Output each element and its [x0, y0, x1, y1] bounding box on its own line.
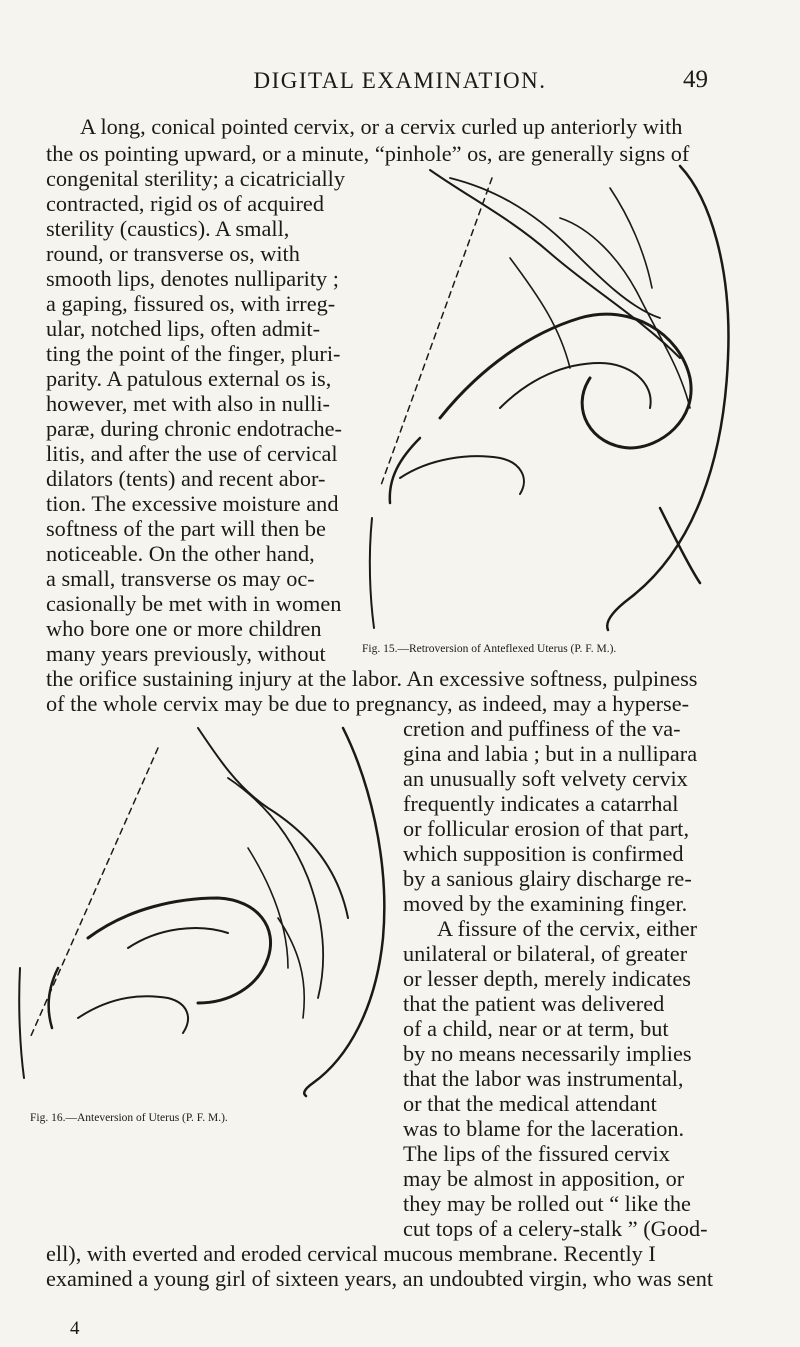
text-line: however, met with also in nulli-	[46, 391, 330, 416]
text-line: congenital sterility; a cicatricially	[46, 166, 346, 191]
text-line: gina and labia ; but in a nullipara	[403, 741, 698, 766]
text-line: ular, notched lips, often admit-	[46, 316, 321, 341]
text-line: or lesser depth, merely indicates	[403, 966, 691, 991]
text-line: softness of the part will then be	[46, 516, 326, 541]
text-line: an unusually soft velvety cervix	[403, 766, 688, 791]
text-line: The lips of the fissured cervix	[403, 1141, 670, 1166]
running-title: DIGITAL EXAMINATION.	[253, 68, 547, 93]
text-line: of the whole cervix may be due to pregnancy, as indeed, may a hyperse-	[46, 691, 690, 716]
figure-15-caption: Fig. 15.—Retroversion of Anteflexed Uterus (P. F. M.).	[362, 643, 617, 655]
text-line: which supposition is confirmed	[403, 841, 684, 866]
text-line: contracted, rigid os of acquired	[46, 191, 324, 216]
text-line: or follicular erosion of that part,	[403, 816, 690, 841]
text-line: a small, transverse os may oc-	[46, 566, 315, 591]
text-line: the os pointing upward, or a minute, “pinhole” os, are generally signs of	[46, 141, 690, 166]
text-line: who bore one or more children	[46, 616, 322, 641]
text-line: that the patient was delivered	[403, 991, 665, 1016]
text-line: or that the medical attendant	[403, 1091, 657, 1116]
figure-15-illustration	[360, 158, 740, 633]
text-line: cretion and puffiness of the va-	[403, 716, 681, 741]
text-line: examined a young girl of sixteen years, an undoubted virgin, who was sent	[46, 1266, 714, 1291]
text-line: may be almost in apposition, or	[403, 1166, 685, 1191]
text-line: by a sanious glairy discharge re-	[403, 866, 692, 891]
text-line: A long, conical pointed cervix, or a cervix curled up anteriorly with	[80, 114, 683, 139]
page-header	[0, 60, 800, 100]
text-line: that the labor was instrumental,	[403, 1066, 684, 1091]
text-line: sterility (caustics). A small,	[46, 216, 290, 241]
text-line: A fissure of the cervix, either	[437, 916, 698, 941]
text-line: unilateral or bilateral, of greater	[403, 941, 688, 966]
text-line: frequently indicates a catarrhal	[403, 791, 679, 816]
text-line: by no means necessarily implies	[403, 1041, 692, 1066]
page-number: 49	[683, 66, 708, 93]
text-line: many years previously, without	[46, 641, 326, 666]
text-line: was to blame for the laceration.	[403, 1116, 685, 1141]
text-line: tion. The excessive moisture and	[46, 491, 339, 516]
text-line: ell), with everted and eroded cervical mucous membrane. Recently I	[46, 1241, 656, 1266]
text-line: they may be rolled out “ like the	[403, 1191, 691, 1216]
text-line: round, or transverse os, with	[46, 241, 300, 266]
text-line: the orifice sustaining injury at the labor. An excessive softness, pulpiness	[46, 666, 698, 691]
signature-mark: 4	[70, 1318, 80, 1339]
text-line: moved by the examining finger.	[403, 891, 688, 916]
figure-16-illustration	[18, 718, 398, 1098]
text-line: cut tops of a celery-stalk ” (Good-	[403, 1216, 708, 1241]
text-line: casionally be met with in women	[46, 591, 342, 616]
figure-16-caption: Fig. 16.—Anteversion of Uterus (P. F. M.).	[30, 1112, 228, 1124]
text-line: noticeable. On the other hand,	[46, 541, 315, 566]
text-line: smooth lips, denotes nulliparity ;	[46, 266, 339, 291]
text-line: litis, and after the use of cervical	[46, 441, 338, 466]
text-line: ting the point of the finger, pluri-	[46, 341, 341, 366]
text-line: of a child, near or at term, but	[403, 1016, 669, 1041]
text-line: dilators (tents) and recent abor-	[46, 466, 326, 491]
text-line: a gaping, fissured os, with irreg-	[46, 291, 336, 316]
text-line: paræ, during chronic endotrache-	[46, 416, 342, 441]
text-line: parity. A patulous external os is,	[46, 366, 332, 391]
